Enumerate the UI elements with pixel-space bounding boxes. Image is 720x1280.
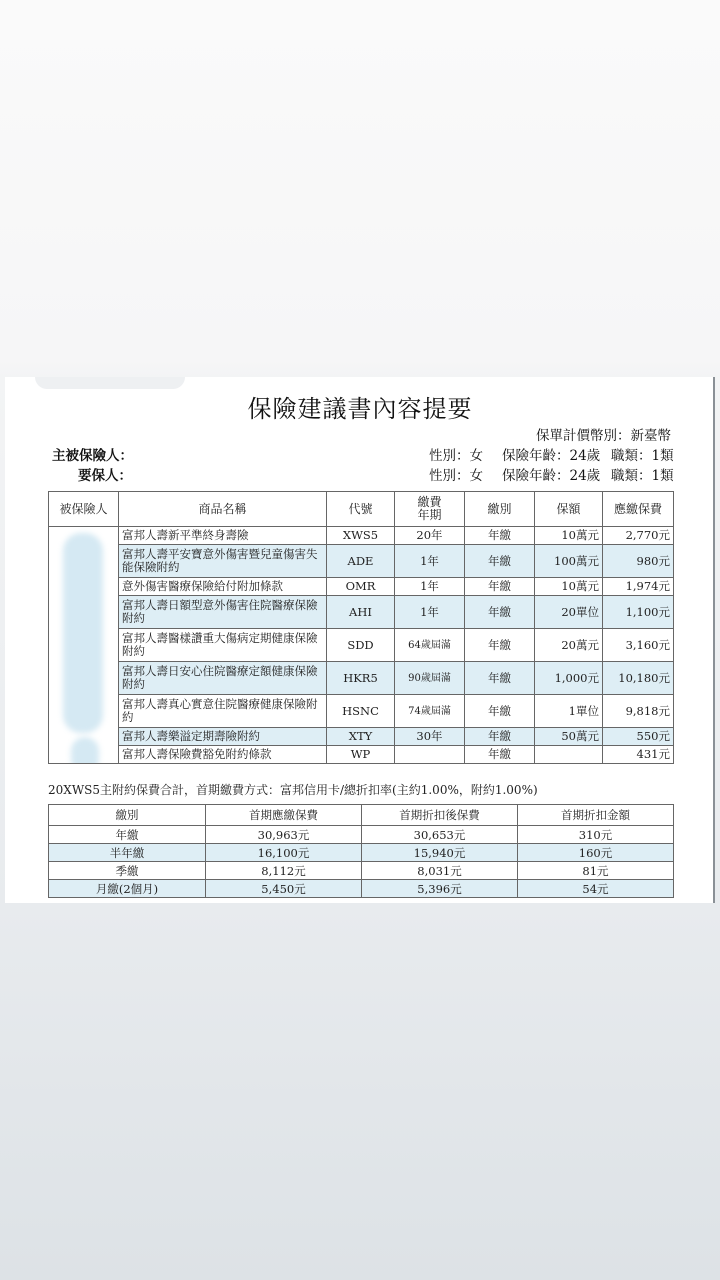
product-name: 富邦人壽真心實意住院醫療健康保險附約 (119, 695, 327, 728)
product-name: 富邦人壽樂溢定期壽險附約 (119, 728, 327, 746)
sum-insured: 1,000元 (535, 662, 603, 695)
header-insured: 被保險人 (49, 492, 119, 527)
paper-tab (35, 377, 185, 389)
discounted-premium: 5,396元 (362, 880, 518, 898)
payment-mode: 年繳 (465, 746, 535, 764)
payment-mode: 年繳 (465, 629, 535, 662)
payment-mode: 年繳 (465, 728, 535, 746)
redaction-blur (63, 533, 103, 733)
discounted-premium: 8,031元 (362, 862, 518, 880)
payment-mode: 季繳 (49, 862, 206, 880)
product-name: 富邦人壽日安心住院醫療定額健康保險附約 (119, 662, 327, 695)
premium: 2,770元 (603, 527, 674, 545)
header-mode: 繳別 (49, 805, 206, 826)
product-code: HKR5 (327, 662, 395, 695)
header-amount: 保額 (535, 492, 603, 527)
payment-term: 1年 (395, 596, 465, 629)
page-edge (713, 377, 715, 903)
product-table-header (49, 492, 674, 527)
insured-gender: 性別：女 (429, 448, 483, 464)
redaction-blur (71, 737, 99, 764)
discounted-premium: 30,653元 (362, 826, 518, 844)
payment-term: 1年 (395, 578, 465, 596)
sum-insured: 1單位 (535, 695, 603, 728)
applicant-gender: 性別：女 (429, 468, 483, 484)
table-row (49, 545, 674, 578)
sum-insured: 10萬元 (535, 527, 603, 545)
currency-line: 保單計價幣別：新臺幣 (536, 428, 671, 444)
payment-mode: 年繳 (465, 662, 535, 695)
product-code: OMR (327, 578, 395, 596)
premium: 10,180元 (603, 662, 674, 695)
product-code: WP (327, 746, 395, 764)
header-mode: 繳別 (465, 492, 535, 527)
first-premium: 5,450元 (206, 880, 362, 898)
applicant-job-class: 職類：1類 (611, 468, 674, 484)
table-row (49, 527, 674, 545)
sum-insured: 50萬元 (535, 728, 603, 746)
product-name: 意外傷害醫療保險給付附加條款 (119, 578, 327, 596)
first-premium: 16,100元 (206, 844, 362, 862)
table-row (49, 578, 674, 596)
header-first-premium: 首期應繳保費 (206, 805, 362, 826)
product-code: HSNC (327, 695, 395, 728)
discount-amount: 310元 (518, 826, 674, 844)
premium: 550元 (603, 728, 674, 746)
table-row (49, 826, 674, 844)
header-product: 商品名稱 (119, 492, 327, 527)
table-row (49, 880, 674, 898)
proposal-document (5, 377, 715, 903)
payment-mode: 年繳 (465, 695, 535, 728)
first-premium: 8,112元 (206, 862, 362, 880)
header-discounted-premium: 首期折扣後保費 (362, 805, 518, 826)
header-term (395, 492, 465, 527)
premium-summary-line: 20XWS5主附約保費合計，首期繳費方式：富邦信用卡/總折扣率(主約1.00%，附約1.00%) (48, 783, 538, 797)
table-row (49, 596, 674, 629)
product-code: XWS5 (327, 527, 395, 545)
header-term-line1: 繳費 (417, 495, 442, 509)
payment-mode: 年繳 (465, 545, 535, 578)
premium: 3,160元 (603, 629, 674, 662)
payment-mode: 年繳 (465, 596, 535, 629)
table-row (49, 662, 674, 695)
product-table (48, 491, 674, 764)
table-row (49, 844, 674, 862)
discounted-premium: 15,940元 (362, 844, 518, 862)
premium: 980元 (603, 545, 674, 578)
payment-mode: 年繳 (465, 527, 535, 545)
discount-amount: 54元 (518, 880, 674, 898)
product-name: 富邦人壽日額型意外傷害住院醫療保險附約 (119, 596, 327, 629)
header-code: 代號 (327, 492, 395, 527)
product-name: 富邦人壽平安寶意外傷害暨兒童傷害失能保險附約 (119, 545, 327, 578)
payment-term: 1年 (395, 545, 465, 578)
applicant-label: 要保人： (78, 468, 132, 484)
sum-insured: 100萬元 (535, 545, 603, 578)
premium: 431元 (603, 746, 674, 764)
table-row (49, 695, 674, 728)
product-name: 富邦人壽醫樣讚重大傷病定期健康保險附約 (119, 629, 327, 662)
payment-mode: 年繳 (465, 578, 535, 596)
payment-mode: 半年繳 (49, 844, 206, 862)
product-code: AHI (327, 596, 395, 629)
insured-job-class: 職類：1類 (611, 448, 674, 464)
header-premium: 應繳保費 (603, 492, 674, 527)
table-row (49, 728, 674, 746)
product-code: SDD (327, 629, 395, 662)
table-row (49, 862, 674, 880)
table-row (49, 629, 674, 662)
payment-term: 20年 (395, 527, 465, 545)
payment-mode: 年繳 (49, 826, 206, 844)
premium: 1,974元 (603, 578, 674, 596)
payment-mode-table (48, 804, 674, 898)
product-name: 富邦人壽保險費豁免附約條款 (119, 746, 327, 764)
applicant-age: 保險年齡：24歲 (502, 468, 601, 484)
product-name: 富邦人壽新平準終身壽險 (119, 527, 327, 545)
header-discount-amount: 首期折扣金額 (518, 805, 674, 826)
sum-insured (535, 746, 603, 764)
payment-term: 74歲屆滿 (395, 695, 465, 728)
header-term-line2: 年期 (417, 508, 442, 522)
payment-term (395, 746, 465, 764)
sum-insured: 20單位 (535, 596, 603, 629)
first-premium: 30,963元 (206, 826, 362, 844)
product-code: ADE (327, 545, 395, 578)
payment-term: 30年 (395, 728, 465, 746)
premium: 1,100元 (603, 596, 674, 629)
product-code: XTY (327, 728, 395, 746)
sum-insured: 20萬元 (535, 629, 603, 662)
discount-amount: 81元 (518, 862, 674, 880)
insured-label: 主被保險人： (52, 448, 133, 464)
payment-term: 64歲屆滿 (395, 629, 465, 662)
insured-age: 保險年齡：24歲 (502, 448, 601, 464)
insured-name-redacted (49, 527, 119, 764)
payment-mode: 月繳(2個月) (49, 880, 206, 898)
table-row (49, 746, 674, 764)
discount-amount: 160元 (518, 844, 674, 862)
premium: 9,818元 (603, 695, 674, 728)
payment-term: 90歲屆滿 (395, 662, 465, 695)
payment-mode-table-header (49, 805, 674, 826)
document-title: 保險建議書內容提要 (247, 395, 473, 423)
sum-insured: 10萬元 (535, 578, 603, 596)
